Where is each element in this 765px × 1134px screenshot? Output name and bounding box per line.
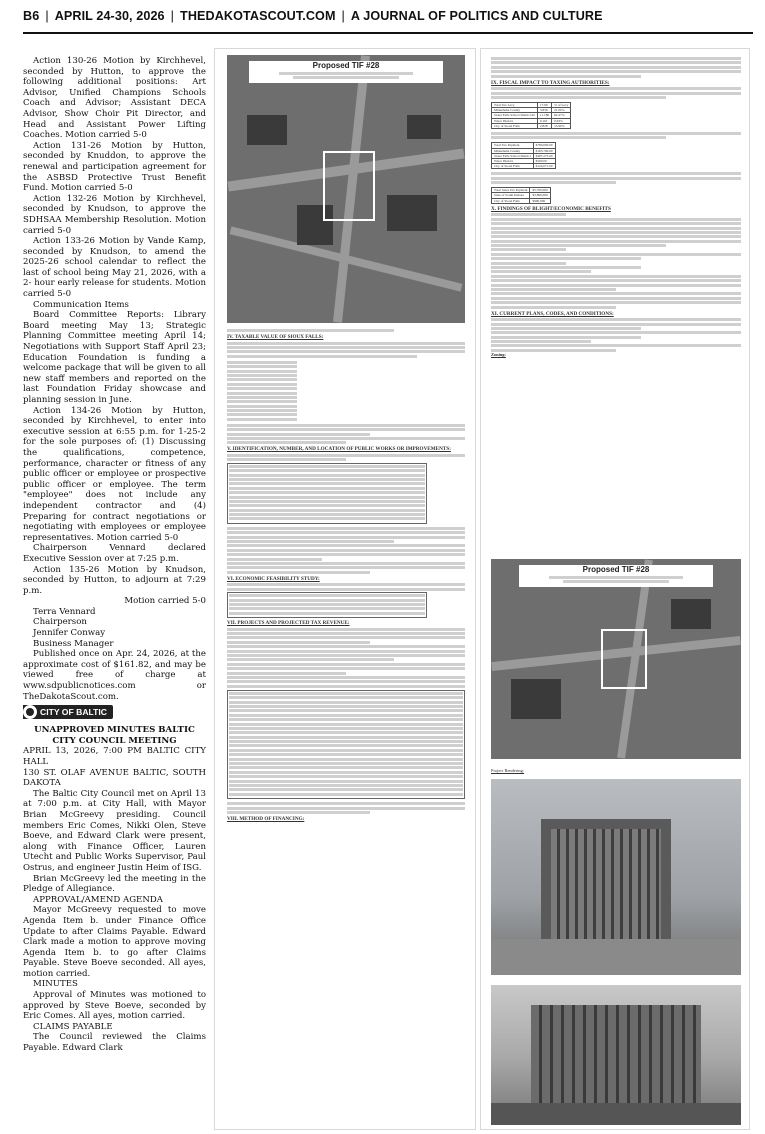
zoning-label: Zoning: [491,352,506,358]
table-row [492,193,551,198]
fiscal-levy-table [491,102,571,129]
rendering-label: Project Rendering: [491,768,525,773]
site-url[interactable]: THEDAKOTASCOUT.COM [180,9,336,23]
table-cell: 17.90 [537,102,551,107]
signature-line: Jennifer Conway [33,628,106,639]
tif-document-page-2 [480,48,750,1130]
tagline: A JOURNAL OF POLITICS AND CULTURE [350,9,603,23]
table-cell: 21.00% [552,108,571,113]
publication-note: Published once on Apr. 24, 2026, at the approximate cost of $161.82, and may be viewed free of charge at www.sdpublicnotices.com or TheDakotaScout.com. [23,649,206,702]
table-cell: $5,790,000 [530,188,550,193]
table-cell: $900,000 [530,198,550,203]
tif-document-page-1 [214,48,476,1130]
section-heading: V. IDENTIFICATION, NUMBER, AND LOCATION OF PUBLIC WORKS OR IMPROVEMENTS: [227,446,451,453]
table-cell: $780,000.00 [533,143,555,148]
signature-line: Terra Vennard [33,606,96,617]
notice-paragraph: The Baltic City Council met on April 13 at 7:00 p.m. at City Hall, with Mayor Brian McGreevy presiding. Council members Eric Comes, Nikki Olen, Steve Boeve, and Edward Clark were present, along with Finance Officer, Lauren Utecht and Public Works Supervisor, Paul Ostrus, and engineer Justin Heim of ISG. [23,788,206,873]
table-cell: 2.828 [537,123,551,128]
table-row [492,123,571,128]
city-badge-label: CITY OF BALTIC [40,707,107,718]
tax-revenue-table [227,690,465,799]
section-heading: IX. FISCAL IMPACT TO TAXING AUTHORITIES: [491,79,610,86]
table-cell: Minnehaha County [492,108,538,113]
feasibility-table [227,592,427,618]
table-cell: $3,890,000 [530,193,550,198]
table-cell: $124,071.00 [533,164,555,169]
table-cell: Sioux Falls School District #2 [492,113,538,118]
table-cell: Total Sales Tax Payment [492,188,530,193]
table-cell: 0.63% [552,118,571,123]
table-cell: 62.47% [552,113,571,118]
notice-paragraph: Brian McGreevy led the meeting in the Pledge of Allegiance. [23,873,206,895]
table-row [492,198,551,203]
notice-paragraph: Action 135-26 Motion by Knudson, seconded by Hutton, to adjourn at 7:29 p.m. [23,564,206,596]
rendering-photo-2 [491,985,741,1125]
tif-boundary [323,151,375,221]
table-cell: % of Levy [552,102,571,107]
tax-payment-table [491,142,556,169]
map-title-box [249,61,443,83]
section-heading: XI. CURRENT PLANS, CODES, AND CONDITIONS: [491,310,614,317]
map-title: Proposed TIF #28 [312,61,380,70]
notice-paragraph: Action 132-26 Motion by Kirchhevel, seconded by Knudson, to approve the SDHSAA Membership Resolution. Motion carried 5-0 [23,193,206,236]
page-number: B6 [23,9,40,23]
section-label: MINUTES [33,979,78,990]
motion-result: Motion carried 5-0 [124,596,206,607]
table-row [492,188,551,193]
zoning-map-title: Proposed TIF #28 [582,565,650,574]
signature-line: Chairperson [33,617,87,628]
header-rule [23,32,753,34]
notice-paragraph: Mayor McGreevy requested to move Agenda Item b. under Finance Office Update to after Claims Payable. Edward Clark made a motion to approve moving Agenda Item b. to go after Claims Payable. Steve Boeve seconded. All ayes, motion carried. [23,905,206,979]
taxable-value-table [227,361,297,421]
table-cell: Water District [492,118,538,123]
notice-paragraph: The Council reviewed the Claims Payable. Edward Clark [23,1032,206,1054]
notice-paragraph: Approval of Minutes was motioned to approved by Steve Boeve, seconded by Eric Comes. All ayes, motion carried. [23,990,206,1022]
table-cell: Water District [492,158,534,163]
section-heading: VIII. METHOD OF FINANCING: [227,815,305,822]
zoning-map [491,559,741,759]
doc-text-block [227,329,465,824]
section-heading: X. FINDINGS OF BLIGHT/ECONOMIC BENEFITS [491,205,611,212]
table-cell: Minnehaha County [492,148,534,153]
notice-paragraph: Action 130-26 Motion by Kirchhevel, seconded by Hutton, to approve the following additional positions: Art Advisor, Unified Champions Schools Coach and Advisor; Assistant DECA Advisor, Show Choir Pit Director, and Head and Assistant Power Lifting Coaches. Motion carried 5-0 [23,56,206,141]
notice-paragraph: Chairperson Vennard declared Executive Session over at 7:25 p.m. [23,543,206,564]
table-cell: City of Sioux Falls [492,123,538,128]
meeting-address: 130 ST. OLAF AVENUE BALTIC, SOUTH DAKOTA [23,767,206,789]
table-cell: 15.90% [552,123,571,128]
table-cell: $487,275.00 [533,153,555,158]
section-heading: IV. TAXABLE VALUE OF SIOUX FALLS: [227,334,324,340]
notice-paragraph: Action 131-26 Motion by Hutton, seconded by Knuddon, to approve the renewal and participation agreement for the ASBSD Protective Trust Benefit Fund. Motion carried 5-0 [23,140,206,194]
table-row [492,153,556,158]
table-row [492,164,556,169]
table-cell: Total Tax Payment [492,143,534,148]
section-label: CLAIMS PAYABLE [33,1021,113,1032]
table-cell: 3.836 [537,108,551,113]
public-works-table [227,463,427,524]
section-heading: VII. PROJECTS AND PROJECTED TAX REVENUE: [227,620,350,627]
zoning-boundary [601,629,647,689]
doc-text-block [491,57,741,358]
sales-tax-table [491,187,551,204]
table-cell: $163,760.00 [533,148,555,153]
signature-line: Business Manager [33,638,114,649]
table-cell: 0.101 [537,118,551,123]
tif-aerial-map [227,55,465,323]
rendering-photo-1 [491,779,741,975]
section-label: APPROVAL/AMEND AGENDA [33,894,163,905]
table-cell: Total Tax Levy [492,102,538,107]
table-cell: State of South Dakota [492,193,530,198]
notice-paragraph: Action 133-26 Motion by Vande Kamp, seconded by Knudson, to amend the 2025-26 school calendar to reflect the last of school being May 21, 2026, with a 2- hour early release for students. Motion carried 5-0 [23,236,206,300]
issue-date: APRIL 24-30, 2026 [54,9,165,23]
table-cell: City of Sioux Falls [492,198,530,203]
table-cell: $500.00 [533,158,555,163]
table-cell: 11.180 [537,113,551,118]
table-cell: Sioux Falls School District [492,153,534,158]
map-title-box [519,565,713,587]
minutes-heading: UNAPPROVED MINUTES BALTIC CITY COUNCIL MEETING [34,725,195,746]
table-cell: City of Sioux Falls [492,164,534,169]
city-seal-icon [23,705,37,719]
notice-paragraph: Board Committee Reports: Library Board meeting May 13; Strategic Planning Committee meeting April 14; Negotiations with Support Staff April 23; Education Foundation is funding a welcome package that will be given to all new staff members and reported on the last Foundation Friday showcase and planning session in June. [23,310,206,405]
city-badge [23,705,129,719]
section-heading: VI. ECONOMIC FEASIBILITY STUDY: [227,575,320,582]
page-header: B6 | APRIL 24-30, 2026 | THEDAKOTASCOUT.COM | A JOURNAL OF POLITICS AND CULTURE [23,9,603,23]
meeting-datetime: APRIL 13, 2026, 7:00 PM BALTIC CITY HALL [23,746,206,767]
public-notices-column [23,56,206,1131]
notice-paragraph: Communication Items [33,299,129,310]
notice-paragraph: Action 134-26 Motion by Hutton, seconded by Kirchhevel, to enter into executive session at 6:55 p.m. for 1-25-2 for the sole purposes of: (1) Discussing the qualifications, competence, performance, character or fitness of any public officer or employee or prospective public officer or employee. The term "employee" does not include any independent contractor and (4) Preparing for contract negotiations or negotiating with employees or employee representatives. Motion carried 5-0 [23,405,206,543]
table-row [492,113,571,118]
